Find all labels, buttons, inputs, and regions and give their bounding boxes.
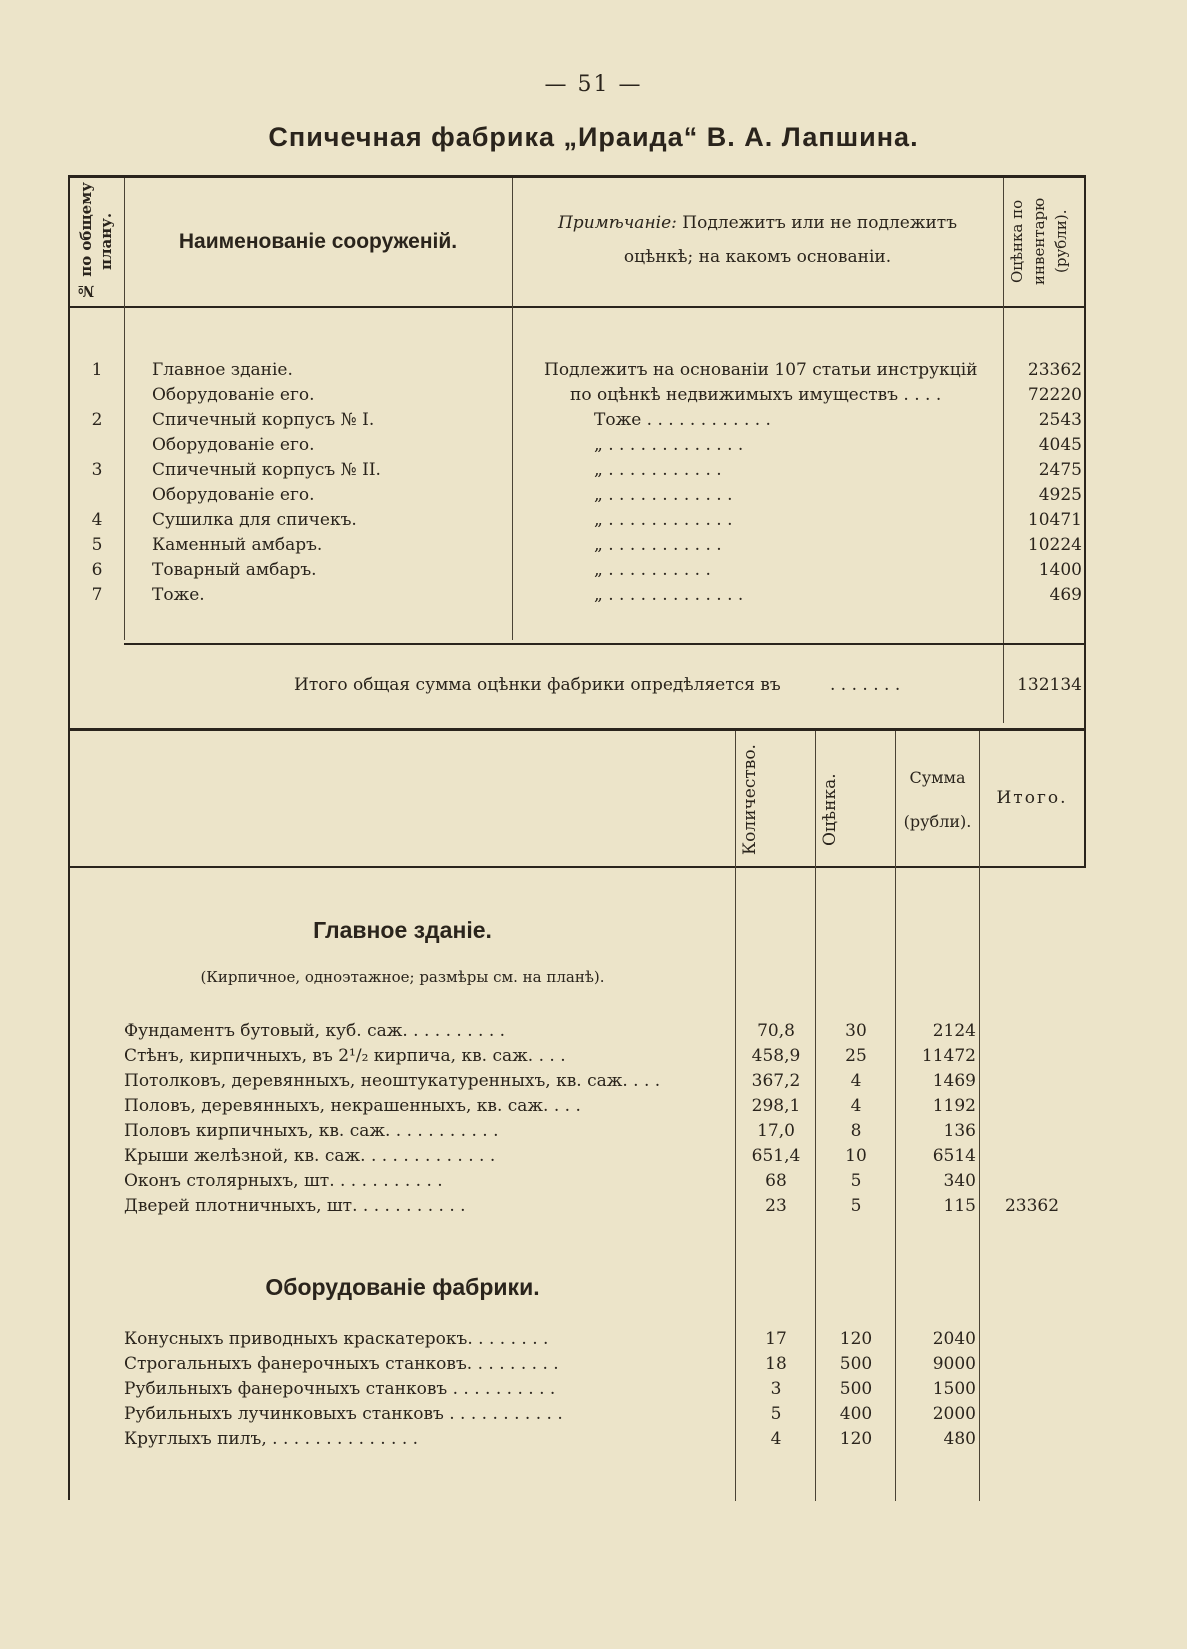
item-quantity: 18 bbox=[765, 1354, 787, 1374]
item-sum: 6514 bbox=[932, 1146, 976, 1166]
row-name: Каменный амбаръ. bbox=[152, 535, 323, 555]
row-note: „ . . . . . . . . . . . . bbox=[594, 485, 733, 505]
row-value: 1400 bbox=[1038, 560, 1082, 580]
item-name: Строгальныхъ фанерочныхъ станковъ. . . . . . . . . bbox=[124, 1354, 559, 1374]
item-name: Круглыхъ пилъ, . . . . . . . . . . . . . . bbox=[124, 1429, 419, 1449]
item-quantity: 367,2 bbox=[751, 1071, 801, 1091]
table-row bbox=[0, 1171, 1187, 1196]
row-note: „ . . . . . . . . . . bbox=[594, 560, 711, 580]
item-quantity: 5 bbox=[770, 1404, 782, 1424]
table2-header-rule bbox=[68, 866, 1085, 868]
item-rate: 25 bbox=[845, 1046, 867, 1066]
table-row bbox=[0, 1196, 1187, 1221]
total-label: Итого общая сумма оцѣнки фабрики опредѣляется въ bbox=[294, 675, 781, 695]
table-row bbox=[0, 435, 1187, 460]
table-row bbox=[0, 585, 1187, 610]
item-quantity: 651,4 bbox=[751, 1146, 801, 1166]
section-main-building-subtitle: (Кирпичное, одноэтажное; размѣры см. на планѣ). bbox=[200, 968, 605, 986]
item-rate: 120 bbox=[839, 1329, 873, 1349]
header-sum: Сумма bbox=[909, 768, 966, 787]
item-quantity: 3 bbox=[770, 1379, 782, 1399]
table-row bbox=[0, 1046, 1187, 1071]
item-rate: 500 bbox=[839, 1379, 873, 1399]
item-rate: 4 bbox=[850, 1071, 862, 1091]
item-rate: 8 bbox=[850, 1121, 862, 1141]
header-total: Итого. bbox=[996, 788, 1068, 808]
row-name: Оборудованіе его. bbox=[152, 435, 315, 455]
item-rate: 120 bbox=[839, 1429, 873, 1449]
row-number: 1 bbox=[91, 360, 103, 380]
table-row bbox=[0, 1021, 1187, 1046]
table1-total-rule bbox=[124, 643, 1085, 645]
row-name: Сушилка для спичекъ. bbox=[152, 510, 357, 530]
row-value: 23362 bbox=[1027, 360, 1082, 380]
item-name: Дверей плотничныхъ, шт. . . . . . . . . . . bbox=[124, 1196, 466, 1216]
item-name: Фундаментъ бутовый, куб. саж. . . . . . . . . . bbox=[124, 1021, 506, 1041]
item-sum: 11472 bbox=[921, 1046, 976, 1066]
row-name: Оборудованіе его. bbox=[152, 385, 315, 405]
header-note bbox=[512, 213, 1003, 233]
item-quantity: 298,1 bbox=[751, 1096, 801, 1116]
table1-top-rule bbox=[68, 175, 1085, 178]
table2-right-rule bbox=[1084, 730, 1086, 868]
item-name: Крыши желѣзной, кв. саж. . . . . . . . . . . . . bbox=[124, 1146, 496, 1166]
row-note: Подлежитъ на основаніи 107 статьи инструкцій bbox=[544, 360, 978, 380]
header-sum-unit: (рубли). bbox=[903, 812, 972, 831]
item-sum: 480 bbox=[943, 1429, 976, 1449]
item-rate: 10 bbox=[845, 1146, 867, 1166]
item-name: Рубильныхъ фанерочныхъ станковъ . . . . . . . . . . bbox=[124, 1379, 556, 1399]
table-row bbox=[0, 1146, 1187, 1171]
table-row bbox=[0, 385, 1187, 410]
item-quantity: 17,0 bbox=[757, 1121, 795, 1141]
row-number: 5 bbox=[91, 535, 103, 555]
row-value: 2543 bbox=[1038, 410, 1082, 430]
item-rate: 400 bbox=[839, 1404, 873, 1424]
row-value: 10224 bbox=[1027, 535, 1082, 555]
header-note-text-2: оцѣнкѣ; на какомъ основаніи. bbox=[623, 247, 892, 267]
item-quantity: 4 bbox=[770, 1429, 782, 1449]
item-sum: 2000 bbox=[932, 1404, 976, 1424]
table-row bbox=[0, 1096, 1187, 1121]
header-structure-name: Наименованіе сооруженій. bbox=[178, 230, 458, 253]
table-row bbox=[0, 360, 1187, 385]
row-name: Главное зданіе. bbox=[152, 360, 293, 380]
table-row bbox=[0, 1121, 1187, 1146]
table-row bbox=[0, 1404, 1187, 1429]
item-name: Оконъ столярныхъ, шт. . . . . . . . . . . bbox=[124, 1171, 443, 1191]
row-value: 2475 bbox=[1038, 460, 1082, 480]
header-note-text: Подлежитъ или не подлежитъ bbox=[682, 213, 958, 233]
item-total: 23362 bbox=[1004, 1196, 1060, 1216]
row-name: Спичечный корпусъ № I. bbox=[152, 410, 375, 430]
item-quantity: 23 bbox=[765, 1196, 787, 1216]
header-note-label: Примѣчаніе: bbox=[557, 213, 677, 233]
table-row bbox=[0, 1071, 1187, 1096]
item-rate: 500 bbox=[839, 1354, 873, 1374]
table-row bbox=[0, 410, 1187, 435]
item-rate: 4 bbox=[850, 1096, 862, 1116]
row-value: 469 bbox=[1049, 585, 1082, 605]
item-sum: 2124 bbox=[932, 1021, 976, 1041]
item-name: Стѣнъ, кирпичныхъ, въ 2¹/₂ кирпича, кв. саж. . . . bbox=[124, 1046, 566, 1066]
item-sum: 1469 bbox=[932, 1071, 976, 1091]
row-value: 4925 bbox=[1038, 485, 1082, 505]
item-name: Конусныхъ приводныхъ краскатерокъ. . . . . . . . bbox=[124, 1329, 549, 1349]
header-quantity: Количество. bbox=[740, 744, 760, 856]
table-row bbox=[0, 535, 1187, 560]
item-sum: 340 bbox=[943, 1171, 976, 1191]
row-number: 6 bbox=[91, 560, 103, 580]
row-name: Спичечный корпусъ № II. bbox=[152, 460, 381, 480]
page-number: — 51 — bbox=[544, 72, 643, 97]
item-name: Рубильныхъ лучинковыхъ станковъ . . . . . . . . . . . bbox=[124, 1404, 563, 1424]
row-note: „ . . . . . . . . . . . bbox=[594, 460, 722, 480]
row-note: „ . . . . . . . . . . . . . bbox=[594, 585, 744, 605]
table-row bbox=[0, 1329, 1187, 1354]
header-plan-number: № по общему плану. bbox=[77, 182, 115, 300]
row-note: по оцѣнкѣ недвижимыхъ имуществъ . . . . bbox=[570, 385, 942, 405]
table-row bbox=[0, 560, 1187, 585]
table-row bbox=[0, 460, 1187, 485]
total-value: 132134 bbox=[1017, 675, 1082, 695]
item-sum: 115 bbox=[943, 1196, 976, 1216]
table-row bbox=[0, 1429, 1187, 1454]
table-row bbox=[0, 510, 1187, 535]
item-sum: 9000 bbox=[932, 1354, 976, 1374]
table-row bbox=[0, 485, 1187, 510]
row-name: Оборудованіе его. bbox=[152, 485, 315, 505]
row-number: 7 bbox=[91, 585, 103, 605]
table-separator-rule bbox=[68, 728, 1085, 731]
item-name: Потолковъ, деревянныхъ, неоштукатуренныхъ, кв. саж. . . . bbox=[124, 1071, 661, 1091]
row-number: 3 bbox=[91, 460, 103, 480]
item-sum: 1192 bbox=[932, 1096, 976, 1116]
table-row bbox=[0, 1379, 1187, 1404]
item-quantity: 70,8 bbox=[757, 1021, 795, 1041]
header-rate: Оцѣнка. bbox=[820, 773, 840, 847]
row-value: 72220 bbox=[1027, 385, 1082, 405]
row-value: 4045 bbox=[1038, 435, 1082, 455]
row-note: „ . . . . . . . . . . . . bbox=[594, 510, 733, 530]
item-rate: 30 bbox=[845, 1021, 867, 1041]
item-rate: 5 bbox=[850, 1196, 862, 1216]
item-name: Половъ, деревянныхъ, некрашенныхъ, кв. саж. . . . bbox=[124, 1096, 581, 1116]
table1-header-rule bbox=[68, 306, 1085, 308]
item-rate: 5 bbox=[850, 1171, 862, 1191]
item-quantity: 17 bbox=[765, 1329, 787, 1349]
item-quantity: 458,9 bbox=[751, 1046, 801, 1066]
item-sum: 1500 bbox=[932, 1379, 976, 1399]
row-name: Тоже. bbox=[152, 585, 205, 605]
header-inventory-value: Оцѣнка по инвентарю (рубли). bbox=[1008, 197, 1070, 285]
item-quantity: 68 bbox=[765, 1171, 787, 1191]
row-note: „ . . . . . . . . . . . bbox=[594, 535, 722, 555]
table-row bbox=[0, 1354, 1187, 1379]
row-number: 2 bbox=[91, 410, 103, 430]
item-sum: 2040 bbox=[932, 1329, 976, 1349]
row-note: „ . . . . . . . . . . . . . bbox=[594, 435, 744, 455]
item-sum: 136 bbox=[943, 1121, 976, 1141]
total-dots: . . . . . . . bbox=[830, 675, 901, 695]
row-note: Тоже . . . . . . . . . . . . bbox=[594, 410, 771, 430]
item-name: Половъ кирпичныхъ, кв. саж. . . . . . . . . . . bbox=[124, 1121, 499, 1141]
row-number: 4 bbox=[91, 510, 103, 530]
page-title: Спичечная фабрика „Ираида“ В. А. Лапшина. bbox=[268, 122, 919, 152]
section-equipment-title: Оборудованіе фабрики. bbox=[265, 1274, 540, 1300]
row-value: 10471 bbox=[1027, 510, 1082, 530]
section-main-building-title: Главное зданіе. bbox=[313, 917, 492, 943]
row-name: Товарный амбаръ. bbox=[152, 560, 317, 580]
